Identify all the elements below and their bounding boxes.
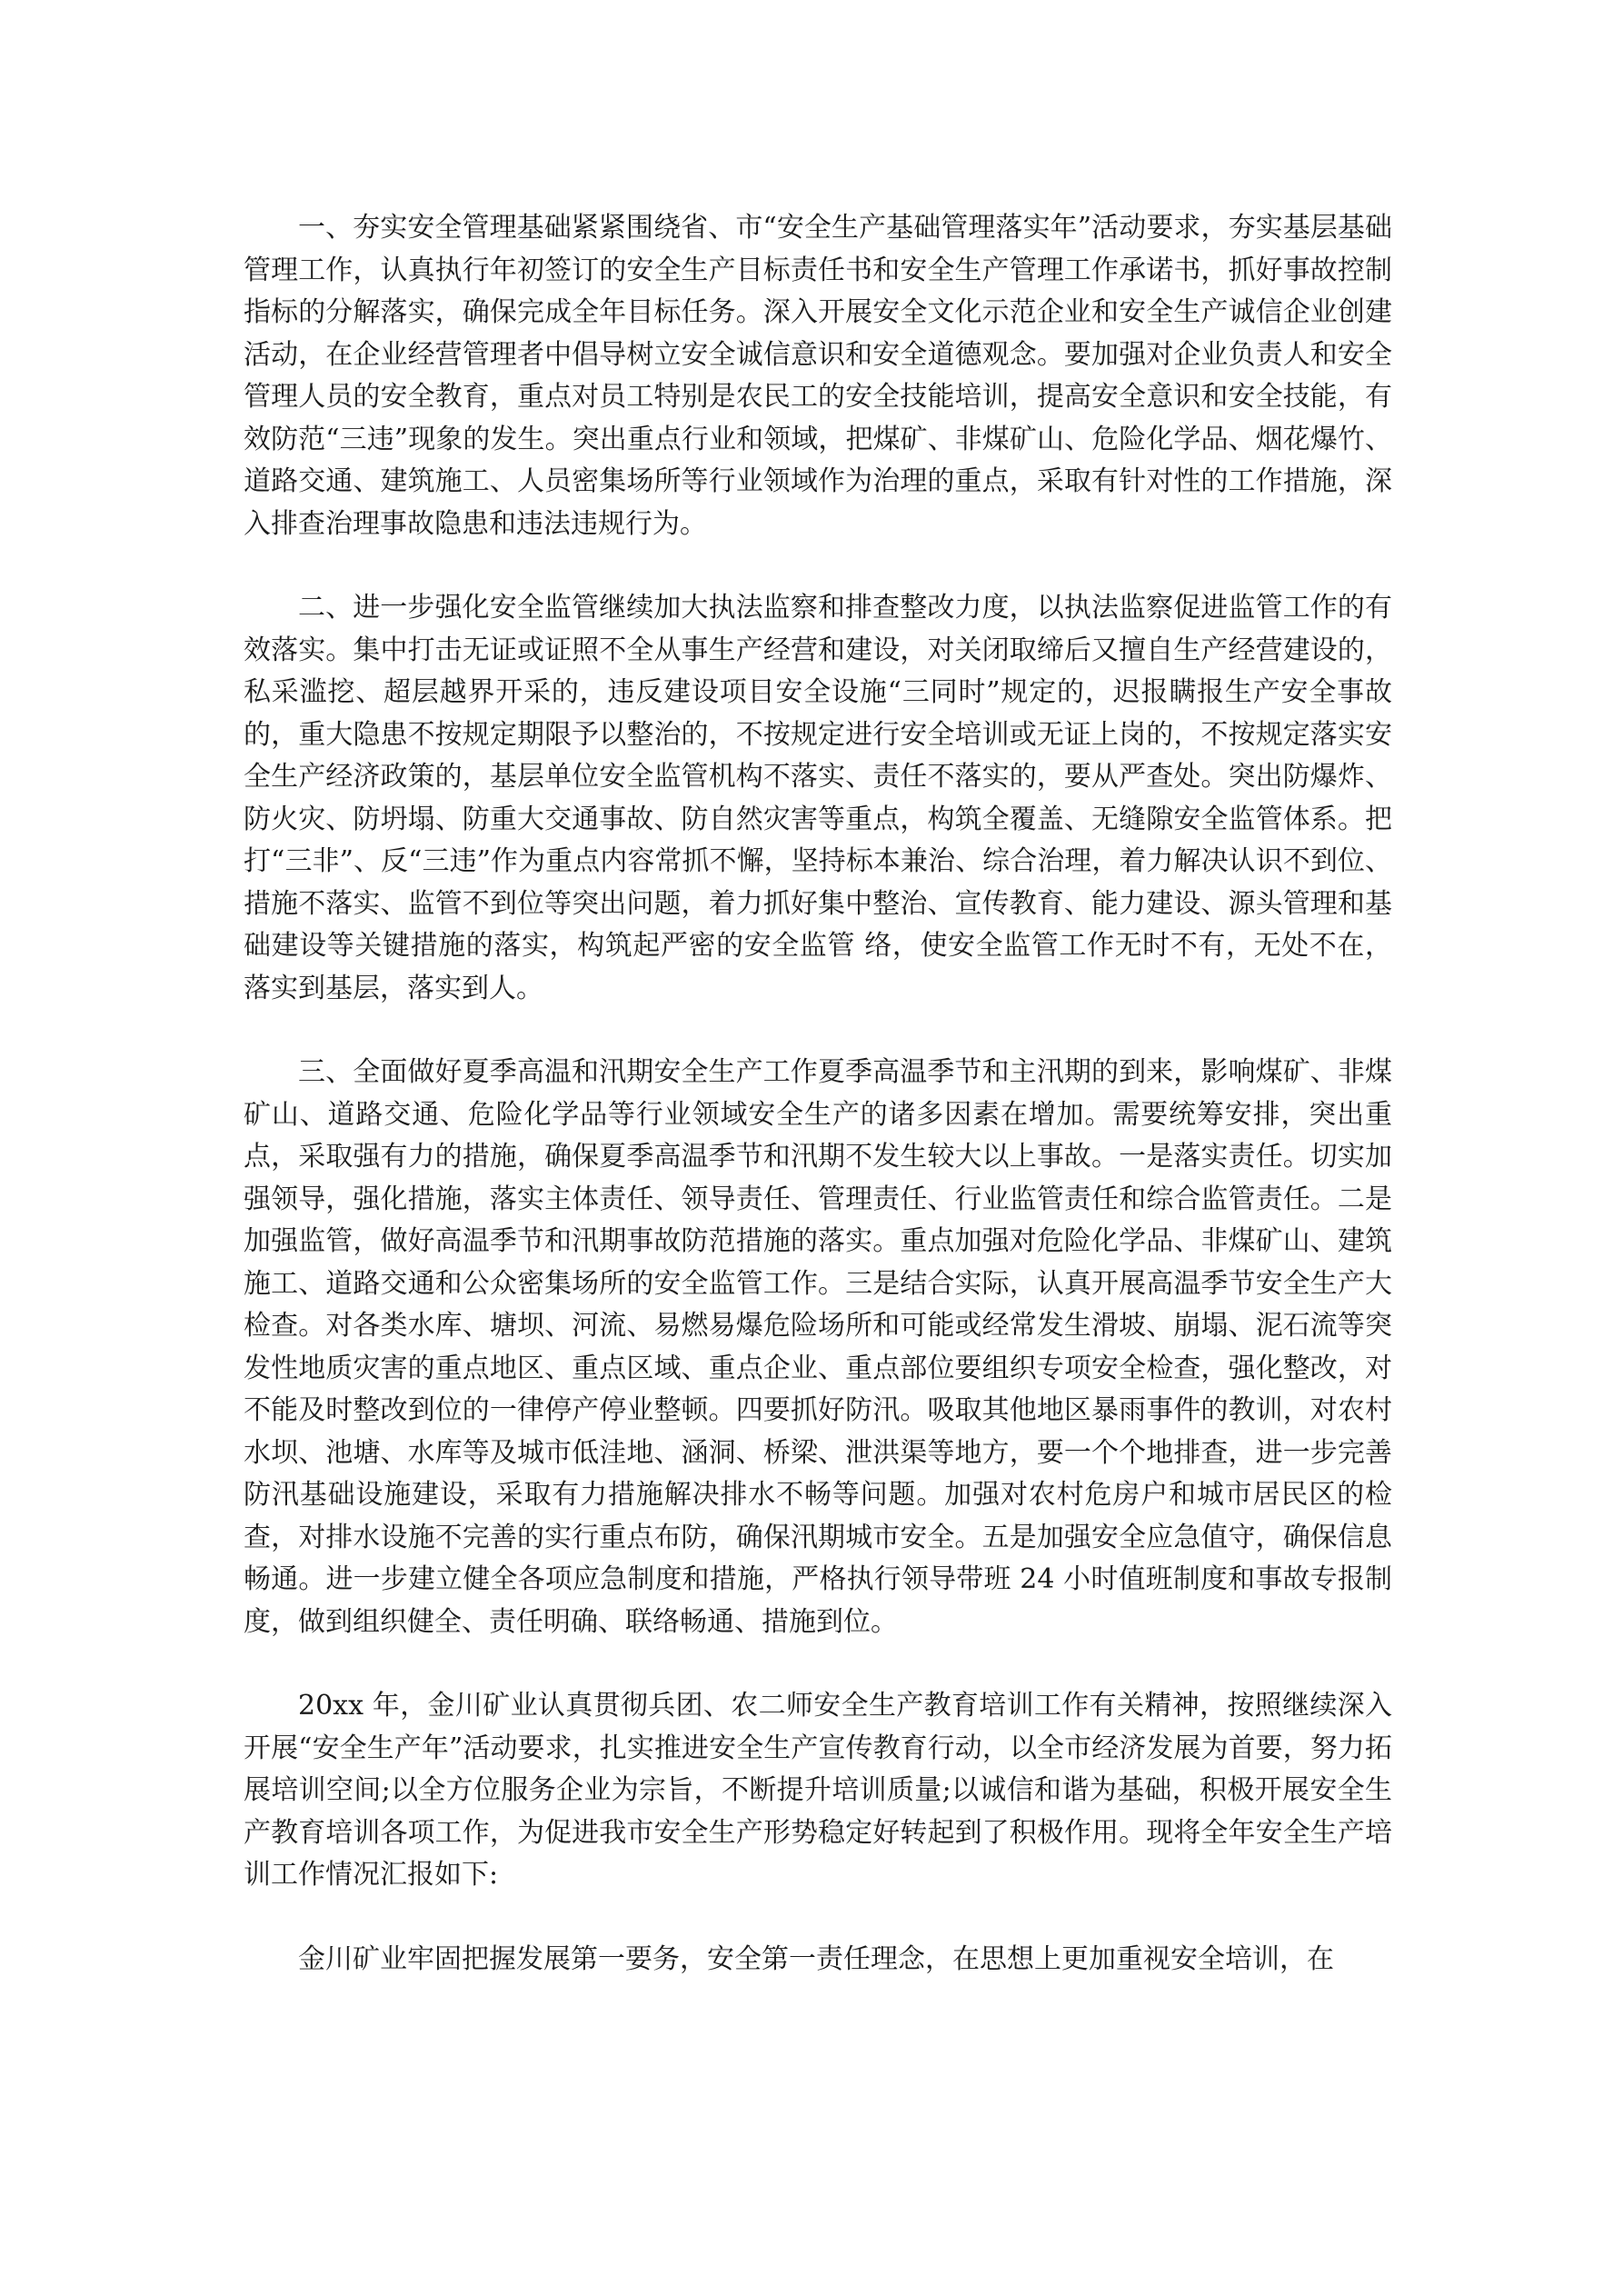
paragraph-5: 金川矿业牢固把握发展第一要务，安全第一责任理念，在思想上更加重视安全培训，在 [298,1942,1334,1975]
document-body [244,207,1392,1981]
paragraph-2: 二、进一步强化安全监管继续加大执法监察和排查整改力度，以执法监察促进监管工作的有效落实。集中打击无证或证照不全从事生产经营和建设，对关闭取缔后又擅自生产经营建设的，私采滥挖、超层越界开采的，违反建设项目安全设施“三同时”规定的，迟报瞒报生产安全事故的，重大隐患不按规定期限予以整治的，不按规定进行安全培训或无证上岗的，不按规定落实安全生产经济政策的，基层单位安全监管机构不落实、责任不落实的，要从严查处。突出防爆炸、防火灾、防坍塌、防重大交通事故、防自然灾害等重点，构筑全覆盖、无缝隙安全监管体系。把打“三非”、反“三违”作为重点内容常抓不懈，坚持标本兼治、综合治理，着力解决认识不到位、措施不落实、监管不到位等突出问题，着力抓好集中整治、宣传教育、能力建设、源头管理和基础建设等关键措施的落实，构筑起严密的安全监管 络，使安全监管工作无时不有，无处不在，落实到基层，落实到人。 [244,592,1392,1004]
paragraph-3: 三、全面做好夏季高温和汛期安全生产工作夏季高温季节和主汛期的到来，影响煤矿、非煤矿山、道路交通、危险化学品等行业领域安全生产的诸多因素在增加。需要统筹安排，突出重点，采取强有力的措施，确保夏季高温季节和汛期不发生较大以上事故。一是落实责任。切实加强领导，强化措施，落实主体责任、领导责任、管理责任、行业监管责任和综合监管责任。二是加强监管，做好高温季节和汛期事故防范措施的落实。重点加强对危险化学品、非煤矿山、建筑施工、道路交通和公众密集场所的安全监管工作。三是结合实际，认真开展高温季节安全生产大检查。对各类水库、塘坝、河流、易燃易爆危险场所和可能或经常发生滑坡、崩塌、泥石流等突发性地质灾害的重点地区、重点区域、重点企业、重点部位要组织专项安全检查，强化整改，对不能及时整改到位的一律停产停业整顿。四要抓好防汛。吸取其他地区暴雨事件的教训，对农村水坝、池塘、水库等及城市低洼地、涵洞、桥梁、泄洪渠等地方，要一个个地排查，进一步完善防汛基础设施建设，采取有力措施解决排水不畅等问题。加强对农村危房户和城市居民区的检查，对排水设施不完善的实行重点布防，确保汛期城市安全。五是加强安全应急值守，确保信息畅通。进一步建立健全各项应急制度和措施，严格执行领导带班 24 小时值班制度和事故专报制度，做到组织健全、责任明确、联络畅通、措施到位。 [244,1056,1392,1638]
paragraph-4: 20xx 年，金川矿业认真贯彻兵团、农二师安全生产教育培训工作有关精神，按照继续深入开展“安全生产年”活动要求，扎实推进安全生产宣传教育行动，以全市经济发展为首要，努力拓展培训空间;以全方位服务企业为宗旨，不断提升培训质量;以诚信和谐为基础，积极开展安全生产教育培训各项工作，为促进我市安全生产形势稳定好转起到了积极作用。现将全年安全生产培训工作情况汇报如下: [244,1690,1392,1891]
paragraph-1: 一、夯实安全管理基础紧紧围绕省、市“安全生产基础管理落实年”活动要求，夯实基层基础管理工作，认真执行年初签订的安全生产目标责任书和安全生产管理工作承诺书，抓好事故控制指标的分解落实，确保完成全年目标任务。深入开展安全文化示范企业和安全生产诚信企业创建活动，在企业经营管理者中倡导树立安全诚信意识和安全道德观念。要加强对企业负责人和安全管理人员的安全教育，重点对员工特别是农民工的安全技能培训，提高安全意识和安全技能，有效防范“三违”现象的发生。突出重点行业和领域，把煤矿、非煤矿山、危险化学品、烟花爆竹、道路交通、建筑施工、人员密集场所等行业领域作为治理的重点，采取有针对性的工作措施，深入排查治理事故隐患和违法违规行为。 [244,212,1392,540]
